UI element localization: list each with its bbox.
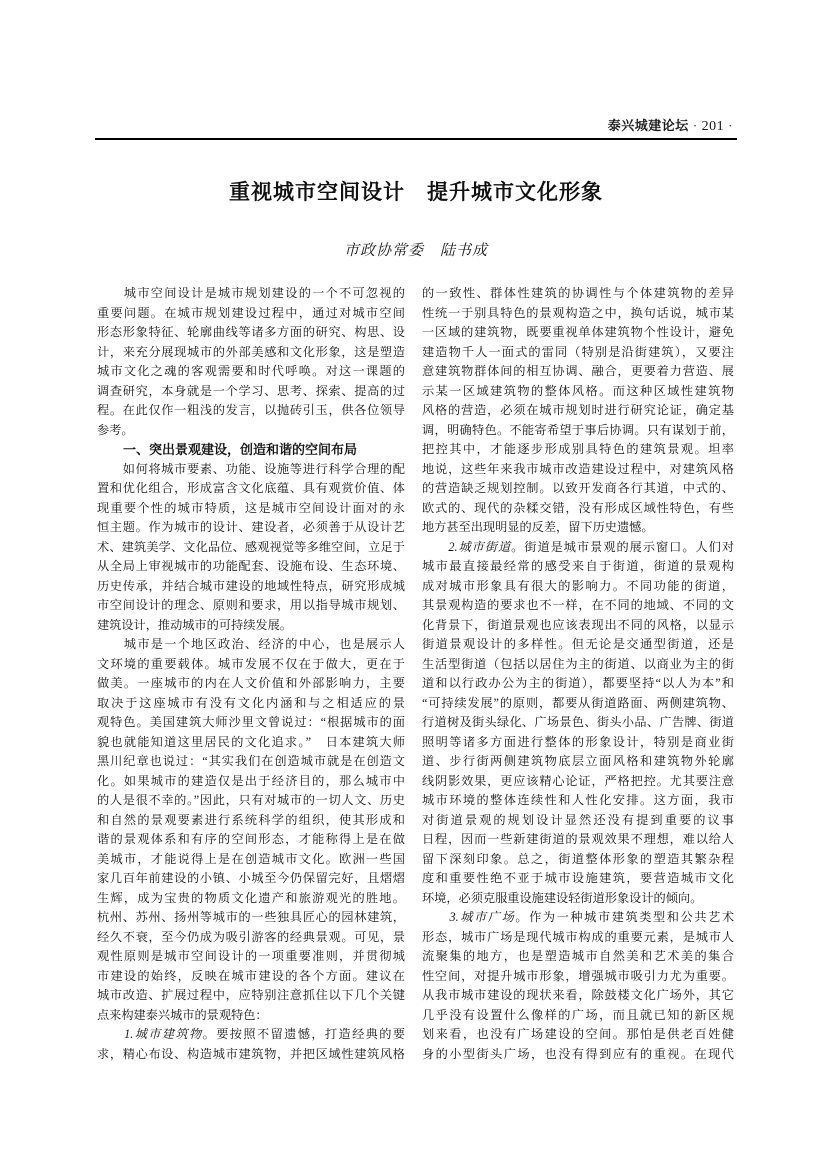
text-line: 杭州、苏州、扬州等城市的一些独具匠心的园林建筑， (97, 910, 405, 924)
text-line: 道、步行街两侧建筑物底层立面风格和建筑物外轮廓 (422, 754, 734, 768)
text-line: 成对城市形象具有很大的影响力。不同功能的街道， (422, 578, 734, 593)
text-line: 日程，因而一些新建街道的景观效果不理想，难以给人 (422, 832, 734, 846)
text-line: 和自然的景观要素进行系统科学的组织，使其形成和 (97, 812, 405, 827)
text-line: 历史传承，并结合城市建设的地域性特点，研究形成城 (97, 578, 405, 593)
subsection-label: 2.城市街道 (448, 539, 512, 554)
subsection-label: 3.城市广场 (449, 910, 516, 924)
text-line: 家几百年前建设的小镇、小城至今仍保留完好，且熠熠 (97, 871, 405, 885)
text-line: 从全局上审视城市的功能配套、设施布设、生态环境、 (97, 559, 405, 573)
text-line: 道和以行政办公为主的街道），都要坚持“以人为本”和 (422, 676, 734, 690)
header-rule (95, 138, 737, 140)
text-line: 流聚集的地方，也是塑造城市自然美和艺术美的集合 (422, 949, 734, 963)
text-line: “可持续发展”的原则，都要从街道路面、两侧建筑物、 (422, 695, 734, 710)
text-segment: 。作为一种城市建筑类型和公共艺术 (515, 910, 734, 924)
text-line: 做美。一座城市的内在人文价值和外部影响力，主要 (97, 676, 405, 690)
text-line: 重要问题。在城市规划建设过程中，通过对城市空间 (97, 305, 405, 320)
text-line: 城市文化之魂的客观需要和时代呼唤。对这一课题的 (97, 364, 405, 378)
text-line: 城市最直接最经常的感受来自于街道，街道的景观构 (422, 559, 734, 573)
text-line: 示某一区域建筑物的整体风格。而这种区域性建筑物 (422, 383, 734, 398)
text-line: 术、建筑美学、文化品位、感观视觉等多维空间，立足于 (97, 539, 405, 554)
text-line: 计，来充分展现城市的外部美感和文化形象，这是塑造 (97, 344, 405, 359)
text-line: 化背景下，街道景观也应该表现出不同的风格，以显示 (422, 617, 734, 632)
text-line: 性空间，对提升城市形象，增强城市吸引力尤为重要。 (422, 968, 734, 983)
text-line: 环境，必须克服重设施建设轻街道形象设计的倾向。 (422, 890, 703, 905)
text-line: 街道景观设计的多样性。但无论是交通型街道，还是 (422, 637, 734, 651)
text-line: 程。在此仅作一粗浅的发言，以抛砖引玉，供各位领导 (97, 403, 405, 417)
text-line: 的人是很不幸的。”因此，只有对城市的一切人文、历史 (97, 793, 405, 807)
text-line: 风格的营造，必须在城市规划时进行研究论证，确定基 (422, 403, 734, 417)
text-line: 欧式的、现代的杂糅交错，没有形成区域性特色，有些 (422, 500, 734, 515)
text-segment (97, 1027, 124, 1041)
text-line: 对街道景观的规划设计显然还没有提到重要的议事 (422, 812, 734, 827)
text-line: 性统一于别具特色的景观构造之中，换句话说，城市某 (422, 305, 734, 320)
text-line: 城市是一个地区政治、经济的中心，也是展示人 (97, 637, 405, 651)
text-line: 身的小型街头广场，也没有得到应有的重视。在现代 (422, 1046, 734, 1061)
page-number: 201 (701, 119, 725, 134)
text-line: 现重要个性的城市特质，这是城市空间设计面对的永 (97, 500, 405, 515)
running-header (95, 115, 737, 135)
text-line: 生辉，成为宝贵的物质文化遗产和旅游观光的胜地。 (97, 890, 405, 905)
journal-name: 泰兴城建论坛 (607, 118, 689, 133)
text-line: 城市空间设计是城市规划建设的一个不可忽视的 (97, 286, 405, 300)
text-line: 意建筑物群体间的相互协调、融合，更要着力营造、展 (422, 364, 734, 378)
text-line: 线阴影效果，更应该精心论证，严格把控。尤其要注意 (422, 773, 734, 788)
page-number-separator-right: · (728, 118, 733, 133)
text-line: 置和优化组合，形成富含文化底蕴、具有观赏价值、体 (97, 481, 405, 495)
text-line: 黑川纪章也说过：“其实我们在创造城市就是在创造文 (97, 754, 405, 768)
text-line: 城市环境的整体连续性和人性化安排。这方面，我市 (422, 793, 734, 807)
text-line: 划来看，也没有广场建设的空间。那怕是供老百姓健 (422, 1027, 734, 1041)
text-line: 从我市城市建设的现状来看，除鼓楼文化广场外，其它 (422, 988, 734, 1002)
text-column-right (422, 284, 734, 1064)
article-author: 市政协常委 陆书成 (343, 243, 488, 259)
text-line: 的营造缺乏规划控制。以致开发商各行其道，中式的、 (422, 481, 734, 495)
text-line: 几乎没有设置什么像样的广场，而且就已知的新区规 (422, 1007, 734, 1022)
article-title: 重视城市空间设计 提升城市文化形象 (229, 181, 603, 204)
text-line: 美城市，才能说得上是在创造城市文化。欧洲一些国 (97, 851, 405, 866)
text-line: 城市改造、扩展过程中，应特别注意抓住以下几个关键 (97, 988, 405, 1002)
text-line: 建筑设计，推动城市的可持续发展。 (97, 617, 292, 632)
text-line: 的一致性、群体性建筑的协调性与个体建筑物的差异 (422, 286, 734, 300)
text-line: 生活型街道（包括以居住为主的街道、以商业为主的街 (422, 656, 734, 671)
text-line: 市空间设计的理念、原则和要求，用以指导城市规划、 (97, 598, 405, 612)
text-line (422, 908, 734, 928)
text-line: 地方甚至出现明显的反差，留下历史遗憾。 (422, 520, 654, 534)
text-line: 文环境的重要载体。城市发展不仅在于做大，更在于 (97, 656, 405, 671)
text-line: 其景观构造的要求也不一样，在不同的地域、不同的文 (422, 598, 734, 612)
text-line (422, 538, 734, 558)
text-line: 调查研究，本身就是一个学习、思考、探索、提高的过 (97, 383, 405, 398)
text-line: 点来构建泰兴城市的景观特色： (97, 1007, 268, 1022)
text-line: 留下深刻印象。总之，街道整体形象的塑造其繁杂程 (422, 851, 734, 866)
text-line: 行道树及街头绿化、广场景色、街头小品、广告牌、街道 (422, 715, 734, 729)
text-line: 度和重要性绝不亚于城市设施建筑，要营造城市文化 (422, 871, 734, 885)
text-line (97, 1025, 405, 1045)
text-line: 一区域的建筑物，既要重视单体建筑物个性设计，避免 (422, 325, 734, 339)
text-line: 地说，这些年来我市城市改造建设过程中，对建筑风格 (422, 461, 734, 476)
text-line: 恒主题。作为城市的设计、建设者，必须善于从设计艺 (97, 520, 405, 534)
text-line: 参考。 (97, 422, 134, 437)
text-line: 经久不衰，至今仍成为吸引游客的经典景观。可见，景 (97, 929, 405, 944)
text-segment (422, 910, 450, 924)
text-column-left (97, 284, 405, 1064)
text-line: 貌也就能知道这里居民的文化追求。” 日本建筑大师 (97, 734, 405, 749)
text-line: 形态形象特征、轮廓曲线等诸多方面的研究、构思、设 (97, 325, 405, 339)
text-line: 形态，城市广场是现代城市构成的重要元素，是城市人 (422, 929, 734, 944)
text-segment: 。要按照不留遗憾，打造经典的要 (202, 1027, 405, 1041)
text-segment (422, 540, 448, 554)
text-line: 建造物千人一面式的雷同（特别是沿街建筑），又要注 (422, 344, 734, 359)
text-line: 市建设的始终，反映在城市建设的各个方面。建议在 (97, 968, 405, 983)
page-number-separator-left: · (692, 118, 698, 133)
text-segment: 。街道是城市景观的展示窗口。人们对 (511, 539, 734, 554)
text-line: 取决于这座城市有没有文化内涵和与之相适应的景 (97, 695, 405, 710)
text-line: 照明等诸多方面进行整体的形象设计，特别是商业街 (422, 734, 734, 749)
text-line: 求，精心布设、构造城市建筑物，并把区域性建筑风格 (97, 1046, 405, 1061)
text-line: 观特色。美国建筑大师沙里文曾说过：“根据城市的面 (97, 715, 405, 729)
section-heading-line: 一、突出景观建设，创造和谐的空间布局 (97, 442, 358, 457)
subsection-label: 1.城市建筑物 (124, 1027, 203, 1041)
text-line: 观性原则是城市空间设计的一项重要准则，并贯彻城 (97, 949, 405, 963)
text-line: 谐的景观体系和有序的空间形态，才能称得上是在做 (97, 832, 405, 846)
text-line: 化。如果城市的建造仅是出于经济目的，那么城市中 (97, 773, 405, 788)
text-line: 如何将城市要素、功能、设施等进行科学合理的配 (97, 461, 405, 476)
text-line: 调，明确特色。不能寄希望于事后协调。只有谋划于前， (422, 422, 734, 437)
text-line: 把控其中，才能逐步形成别具特色的建筑景观。坦率 (422, 442, 734, 456)
